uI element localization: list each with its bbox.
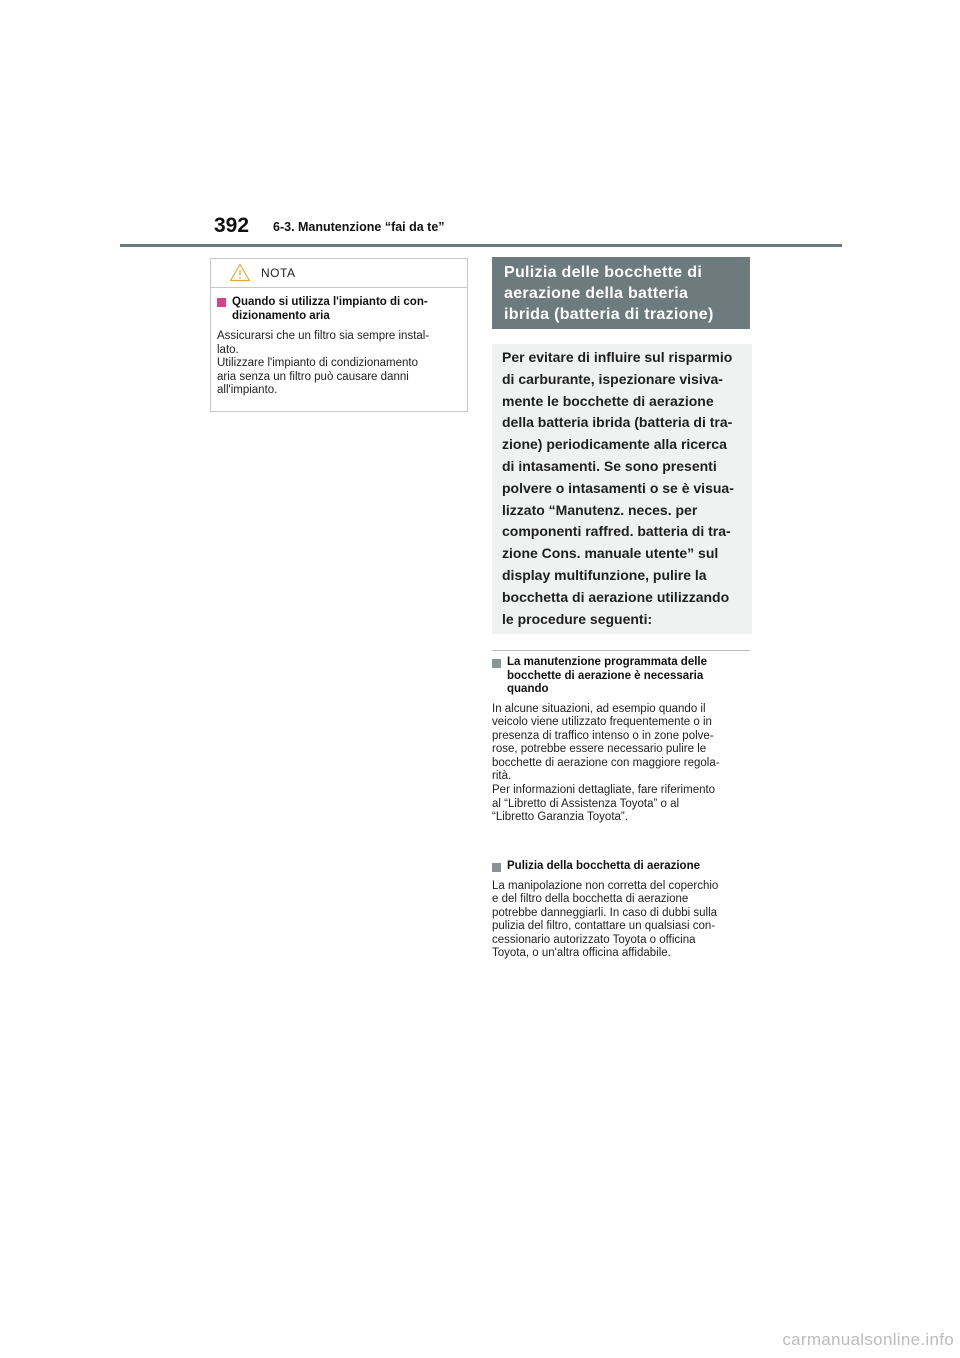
body-text: In alcune situazioni, ad esempio quando il veicolo viene utilizzato frequentemente o in presenza di traffico intenso o in zone polve- rose, potrebbe essere necessario pulire le bocchette di aerazione con maggiore regola- rità. Per informazioni dettagliate, fare riferimento al “Libretto di Assistenza Toyota” o al “Libretto Garanzia Toyota”. xyxy=(492,702,720,824)
note-heading-row xyxy=(217,295,459,323)
watermark: carmanualsonline.info xyxy=(782,1330,954,1349)
intro-box xyxy=(492,344,752,634)
section-heading: Pulizia delle bocchette di aerazione della batteria ibrida (batteria di trazione) xyxy=(504,264,714,323)
section-title-box xyxy=(492,257,750,329)
header-rule xyxy=(120,244,842,247)
sub-heading: Pulizia della bocchetta di aerazione xyxy=(507,860,701,872)
sub-heading-row xyxy=(492,860,754,874)
sub-heading: La manutenzione programmata delle bocchette di aerazione è necessaria quando xyxy=(507,656,708,695)
square-bullet-icon xyxy=(492,863,501,872)
square-bullet-icon xyxy=(492,659,501,668)
sub-heading-row xyxy=(492,656,754,697)
note-text: Assicurarsi che un filtro sia sempre instal- lato. Utilizzare l'impianto di condizionamento aria senza un filtro può causare danni all'impianto. xyxy=(217,330,430,396)
warning-triangle-icon xyxy=(229,263,251,287)
section-title: 6-3. Manutenzione “fai da te” xyxy=(273,220,445,234)
maintenance-schedule-block xyxy=(492,656,754,825)
note-body xyxy=(211,288,467,398)
note-header xyxy=(211,259,467,288)
square-bullet-icon xyxy=(217,298,226,307)
vent-cleaning-block xyxy=(492,860,754,961)
note-heading: Quando si utilizza l'impianto di con- dizionamento aria xyxy=(232,296,428,322)
page-number: 392 xyxy=(214,214,250,237)
divider xyxy=(492,650,750,651)
intro-text: Per evitare di influire sul risparmio di carburante, ispezionare visiva- mente le bocchette di aerazione della batteria ibrida (batteria di tra- zione) periodicamente alla ricerca di intasamenti. Se sono presenti polvere o intasamenti o se è visua- lizzato “Manutenz. neces. per componenti raffred. batteria di tra- zione Cons. manuale utente” sul display multifunzione, pulire la bocchetta di aerazione utilizzando le procedure seguenti: xyxy=(502,349,734,627)
body-text: La manipolazione non corretta del coperchio e del filtro della bocchetta di aerazione potrebbe danneggiarli. In caso di dubbi sulla pulizia del filtro, contattare un qualsiasi con- cessionario autorizzato Toyota o officina Toyota, o un'altra officina affidabile. xyxy=(492,879,719,960)
note-label: NOTA xyxy=(261,266,296,280)
note-box xyxy=(210,258,468,412)
